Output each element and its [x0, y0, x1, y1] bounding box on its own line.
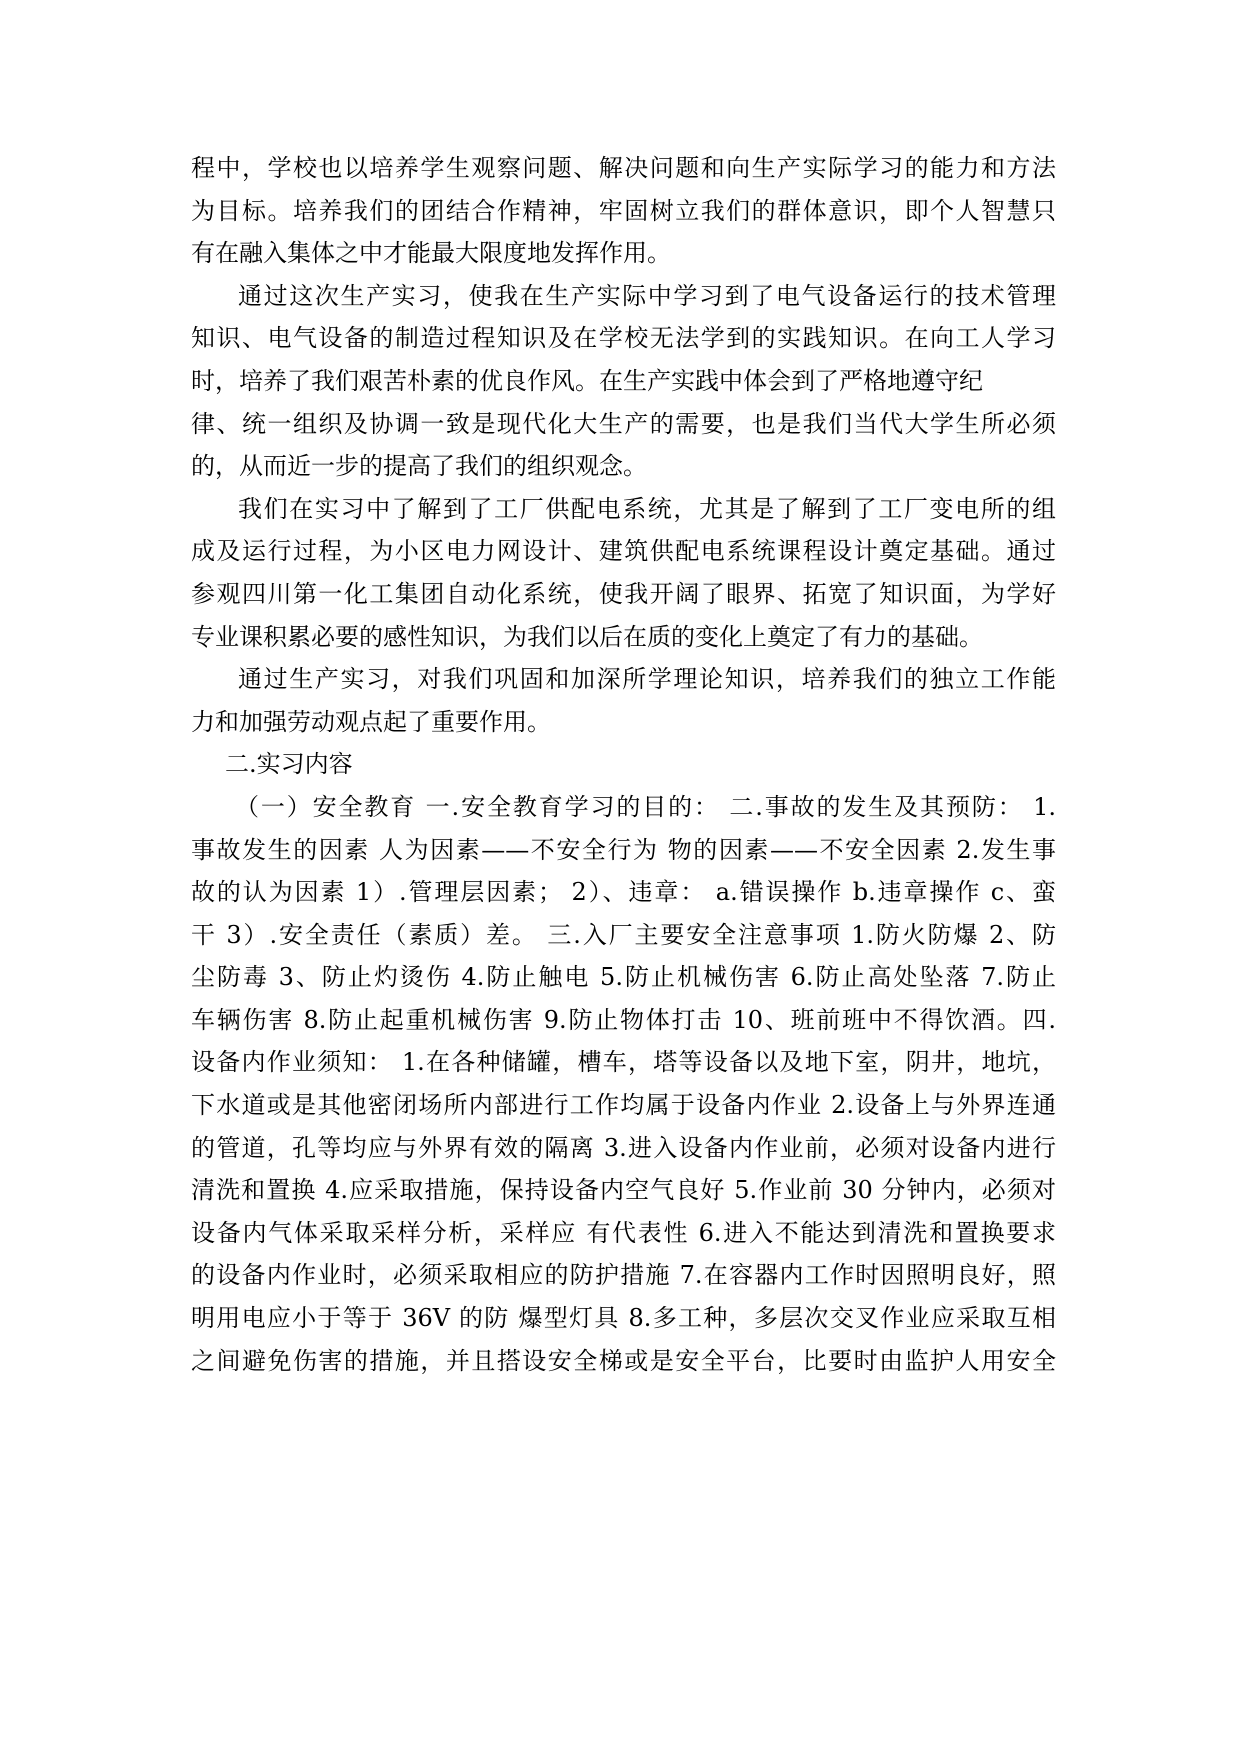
text-line: 为目标。培养我们的团结合作精神，牢固树立我们的群体意识，即个人智慧只	[191, 196, 1056, 225]
text-line: 设备内作业须知： 1.在各种储罐，槽车，塔等设备以及地下室，阴井，地坑，	[191, 1048, 1056, 1077]
body-text	[191, 147, 1056, 1382]
text-line: 之间避免伤害的措施，并且搭设安全梯或是安全平台，比要时由监护人用安全	[191, 1346, 1056, 1375]
paragraph-first-line: 通过这次生产实习，使我在生产实际中学习到了电气设备运行的技术管理	[238, 281, 1056, 310]
text-line: 故的认为因素 1）.管理层因素； 2）、违章： a.错误操作 b.违章操作 c、蛮	[191, 878, 1056, 907]
text-line: 干 3）.安全责任（素质）差。 三.入厂主要安全注意事项 1.防火防爆 2、防	[191, 920, 1056, 949]
text-line: 的设备内作业时，必须采取相应的防护措施 7.在容器内工作时因照明良好，照	[191, 1261, 1056, 1290]
text-line: 专业课积累必要的感性知识，为我们以后在质的变化上奠定了有力的基础。	[191, 622, 983, 651]
text-line: 律、统一组织及协调一致是现代化大生产的需要，也是我们当代大学生所必须	[191, 409, 1056, 438]
paragraph-first-line: 通过生产实习，对我们巩固和加深所学理论知识，培养我们的独立工作能	[238, 665, 1056, 694]
text-line: 知识、电气设备的制造过程知识及在学校无法学到的实践知识。在向工人学习	[191, 324, 1056, 353]
text-line: 事故发生的因素 人为因素——不安全行为 物的因素——不安全因素 2.发生事	[191, 835, 1056, 864]
paragraph-first-line: （一）安全教育 一.安全教育学习的目的： 二.事故的发生及其预防： 1.	[235, 792, 1056, 821]
text-line: 清洗和置换 4.应采取措施，保持设备内空气良好 5.作业前 30 分钟内，必须对	[191, 1176, 1056, 1205]
text-line: 时，培养了我们艰苦朴素的优良作风。在生产实践中体会到了严格地遵守纪	[191, 366, 983, 395]
text-line: 下水道或是其他密闭场所内部进行工作均属于设备内作业 2.设备上与外界连通	[191, 1091, 1056, 1120]
text-line: 车辆伤害 8.防止起重机械伤害 9.防止物体打击 10、班前班中不得饮酒。四.	[191, 1005, 1056, 1034]
text-line: 程中，学校也以培养学生观察问题、解决问题和向生产实际学习的能力和方法	[191, 154, 1056, 182]
text-line: 尘防毒 3、防止灼烫伤 4.防止触电 5.防止机械伤害 6.防止高处坠落 7.防止	[191, 963, 1056, 992]
text-line: 有在融入集体之中才能最大限度地发挥作用。	[191, 239, 671, 268]
text-line: 设备内气体采取采样分析，采样应 有代表性 6.进入不能达到清洗和置换要求	[191, 1218, 1056, 1247]
text-line: 参观四川第一化工集团自动化系统，使我开阔了眼界、拓宽了知识面，为学好	[191, 579, 1056, 608]
section-heading: 二.实习内容	[225, 750, 353, 779]
text-line: 力和加强劳动观点起了重要作用。	[191, 707, 551, 736]
text-line: 的管道，孔等均应与外界有效的隔离 3.进入设备内作业前，必须对设备内进行	[191, 1133, 1056, 1162]
text-line: 成及运行过程，为小区电力网设计、建筑供配电系统课程设计奠定基础。通过	[191, 537, 1056, 566]
paragraph-first-line: 我们在实习中了解到了工厂供配电系统，尤其是了解到了工厂变电所的组	[238, 494, 1056, 523]
text-line: 的，从而近一步的提高了我们的组织观念。	[191, 452, 647, 481]
text-line: 明用电应小于等于 36V 的防 爆型灯具 8.多工种，多层次交叉作业应采取互相	[191, 1304, 1056, 1333]
